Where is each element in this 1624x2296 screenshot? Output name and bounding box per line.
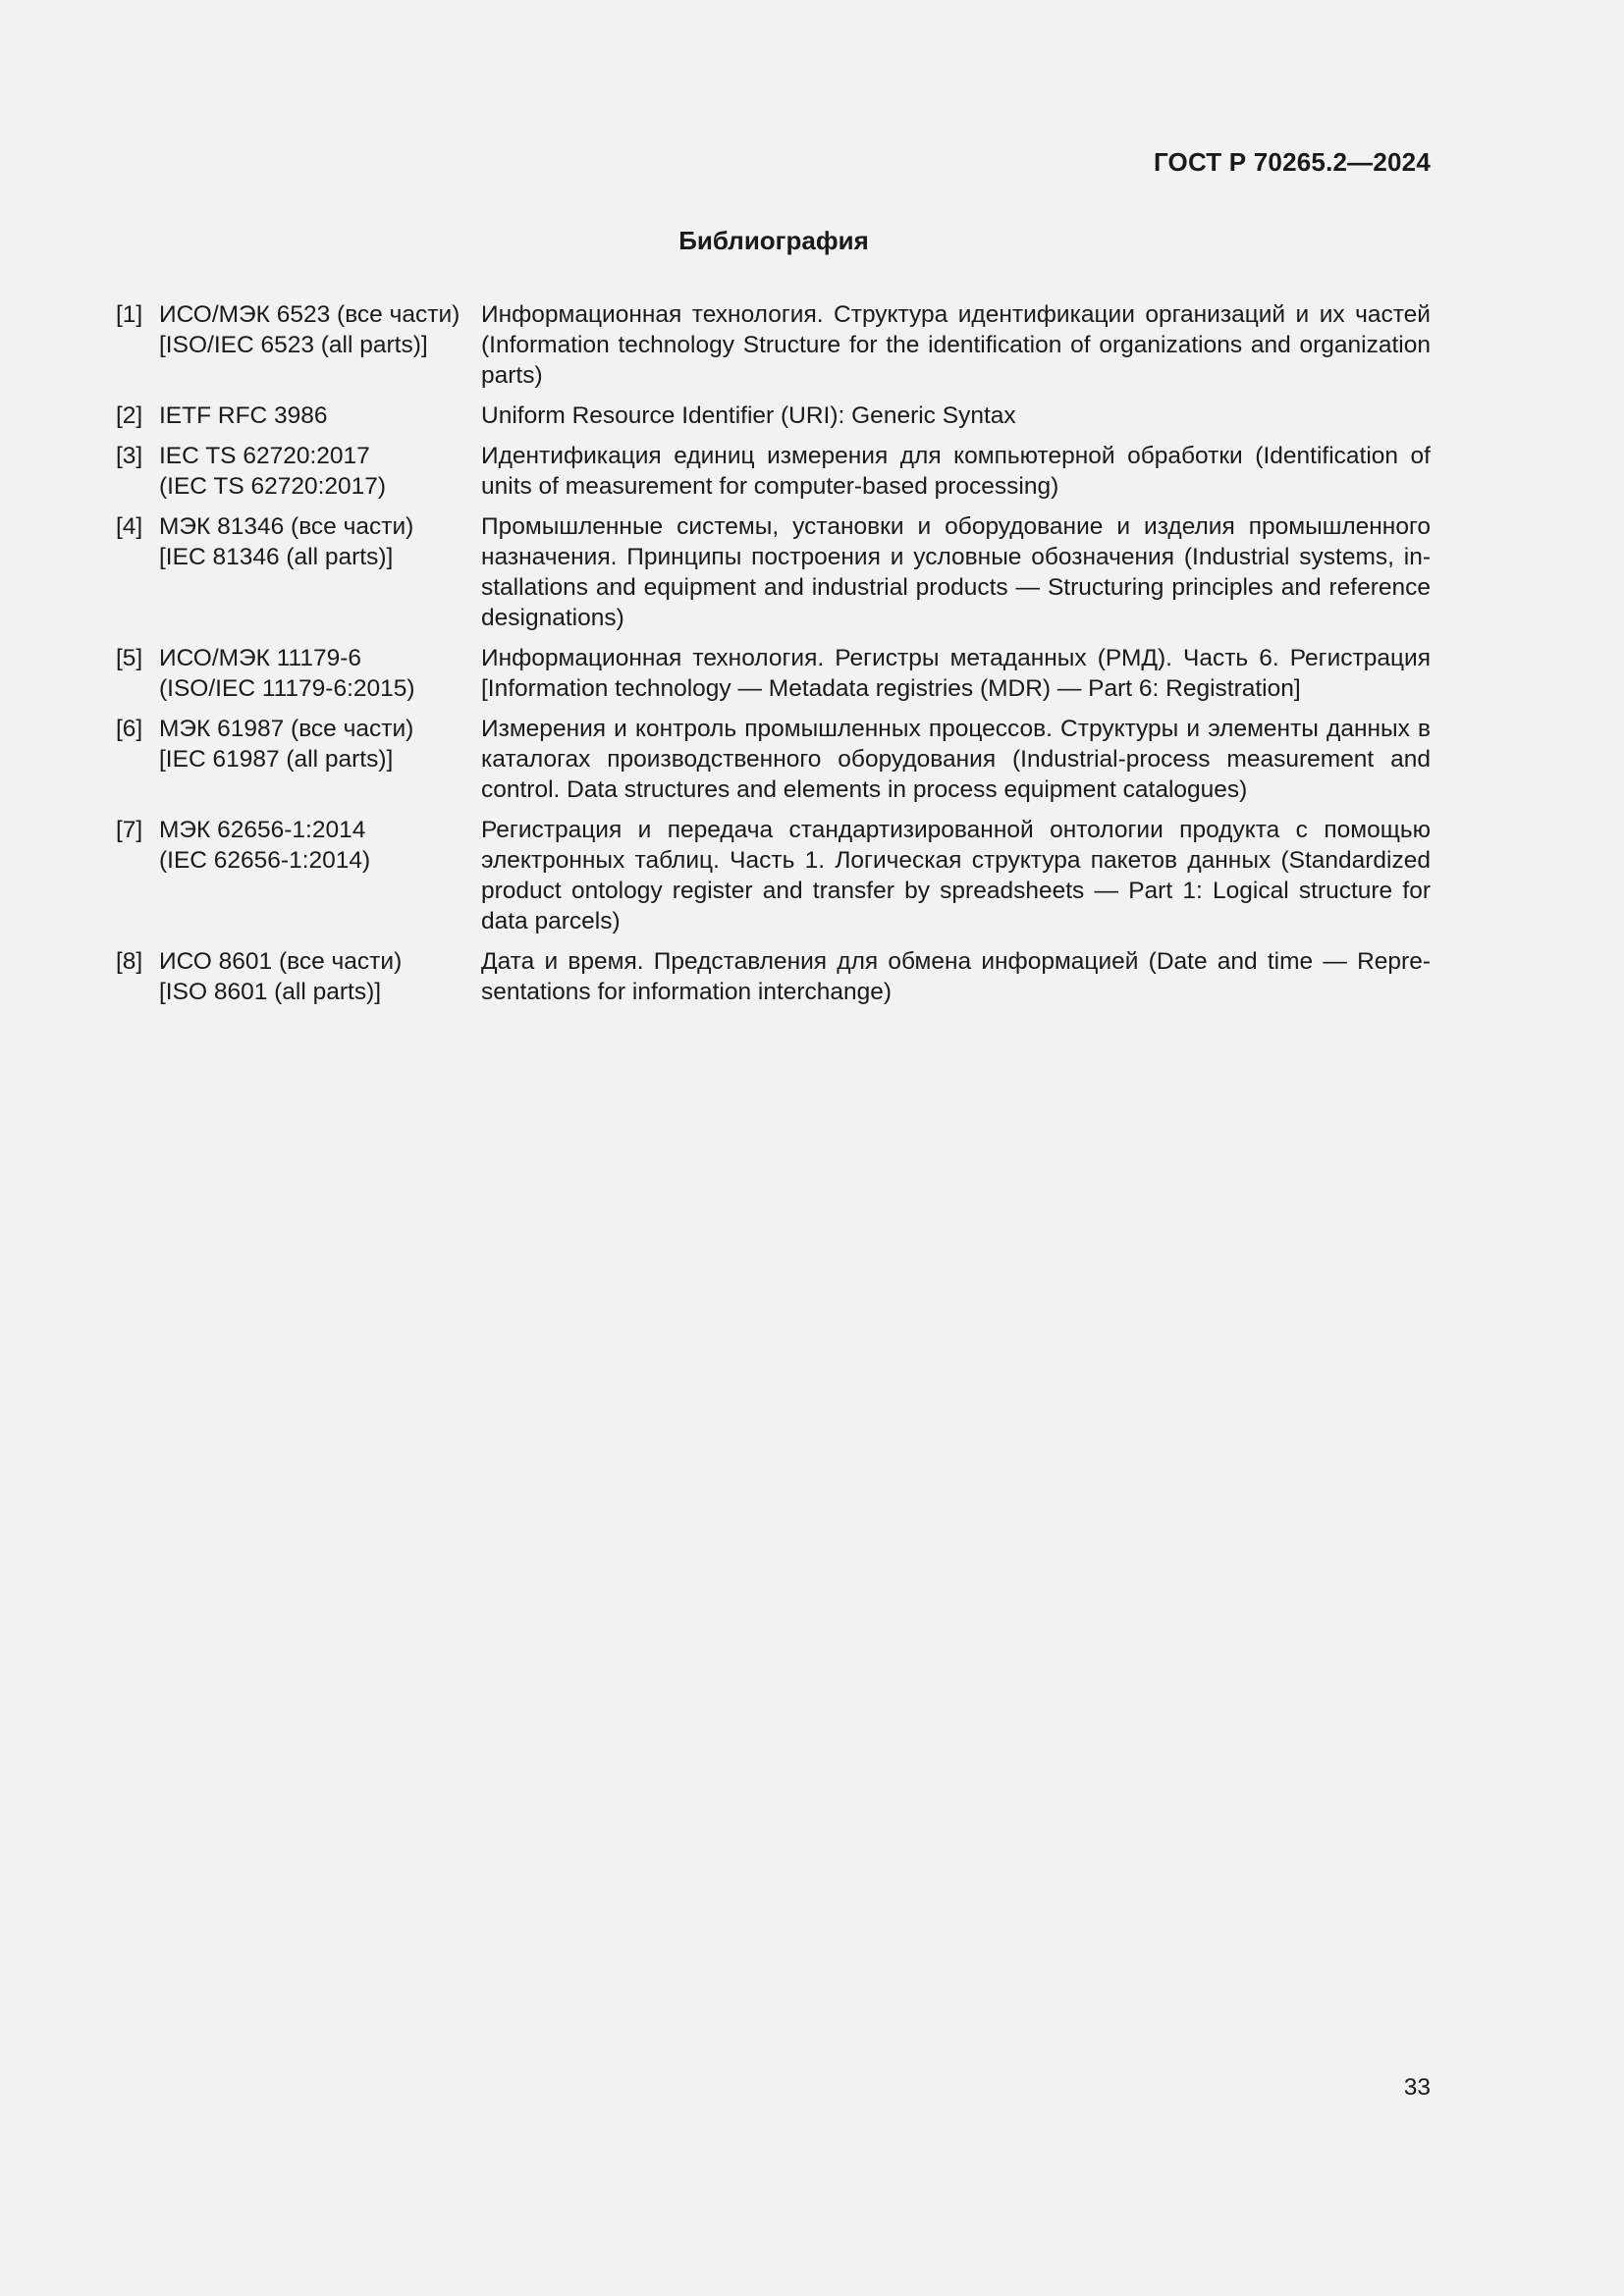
- bibliography-entry: [116, 441, 1431, 502]
- reference-line: (ISO/IEC 11179-6:2015): [159, 675, 415, 702]
- page-number: 33: [1403, 2074, 1431, 2101]
- entry-number: [7]: [116, 817, 143, 843]
- entry-number: [6]: [116, 716, 143, 742]
- reference-line: МЭК 62656-1:2014: [159, 817, 366, 843]
- document-code: ГОСТ Р 70265.2—2024: [1153, 147, 1431, 177]
- reference-line: IETF RFC 3986: [159, 402, 328, 429]
- reference-line: (IEC 62656-1:2014): [159, 847, 371, 874]
- reference-line: ИСО/МЭК 11179-6: [159, 645, 362, 671]
- entry-number: [5]: [116, 645, 143, 671]
- entry-reference: [159, 400, 481, 431]
- entry-number: [3]: [116, 443, 143, 469]
- bibliography-entry: [116, 400, 1431, 431]
- entry-description: Идентификация единиц измерения для компьютерной обработки (Identification of units of measurement for computer-based processing): [481, 443, 1431, 500]
- reference-line: (IEC TS 62720:2017): [159, 473, 387, 500]
- entry-description: Дата и время. Представления для обмена информацией (Date and time — Representations for information interchange): [481, 948, 1431, 1005]
- entry-description: Промышленные системы, установки и оборудование и изделия промышленного назначения. Принципы построения и условные обозначения (Industrial systems, installations and equipment and industrial products — Structuring principles and reference designations): [481, 513, 1431, 631]
- bibliography-entry: [116, 643, 1431, 704]
- entry-number: [8]: [116, 948, 143, 975]
- reference-line: [IEC 81346 (all parts)]: [159, 544, 394, 570]
- entry-reference: [159, 815, 481, 936]
- entry-number: [1]: [116, 301, 143, 328]
- entry-number: [4]: [116, 513, 143, 540]
- entry-description: Регистрация и передача стандартизированной онтологии продукта с помощью электронных таблиц. Часть 1. Логическая структура пакетов данных (Standardized product ontology register and transfer by spreadsheets — Part 1: Logical structure for data parcels): [481, 817, 1431, 934]
- reference-line: МЭК 81346 (все части): [159, 513, 414, 540]
- page-title: Библиография: [678, 226, 869, 255]
- entry-description: Uniform Resource Identifier (URI): Generic Syntax: [481, 402, 1016, 429]
- entry-description: Измерения и контроль промышленных процессов. Структуры и элементы данных в каталогах производственного оборудования (Industrial-process measurement and control. Data structures and elements in process equipment catalogues): [481, 716, 1431, 803]
- entry-reference: [159, 946, 481, 1007]
- reference-line: [ISO 8601 (all parts)]: [159, 979, 382, 1005]
- entry-description: Информационная технология. Структура идентификации организаций и их частей (Information technology Structure for the identification of organizations and organization parts): [481, 301, 1431, 389]
- reference-line: ИСО 8601 (все части): [159, 948, 403, 975]
- bibliography-entry: [116, 946, 1431, 1007]
- bibliography-entry: [116, 511, 1431, 633]
- entry-reference: [159, 299, 481, 391]
- reference-line: [IEC 61987 (all parts)]: [159, 746, 394, 773]
- bibliography-list: [116, 299, 1431, 1017]
- reference-line: МЭК 61987 (все части): [159, 716, 414, 742]
- entry-reference: [159, 643, 481, 704]
- reference-line: ИСО/МЭК 6523 (все части): [159, 301, 460, 328]
- bibliography-entry: [116, 714, 1431, 805]
- bibliography-entry: [116, 815, 1431, 936]
- bibliography-entry: [116, 299, 1431, 391]
- entry-reference: [159, 714, 481, 805]
- entry-description: Информационная технология. Регистры метаданных (РМД). Часть 6. Регистрация [Information technology — Metadata registries (MDR) — Part 6: Registration]: [481, 645, 1431, 702]
- entry-number: [2]: [116, 402, 143, 429]
- reference-line: [ISO/IEC 6523 (all parts)]: [159, 332, 428, 358]
- entry-reference: [159, 441, 481, 502]
- reference-line: IEC TS 62720:2017: [159, 443, 370, 469]
- entry-reference: [159, 511, 481, 633]
